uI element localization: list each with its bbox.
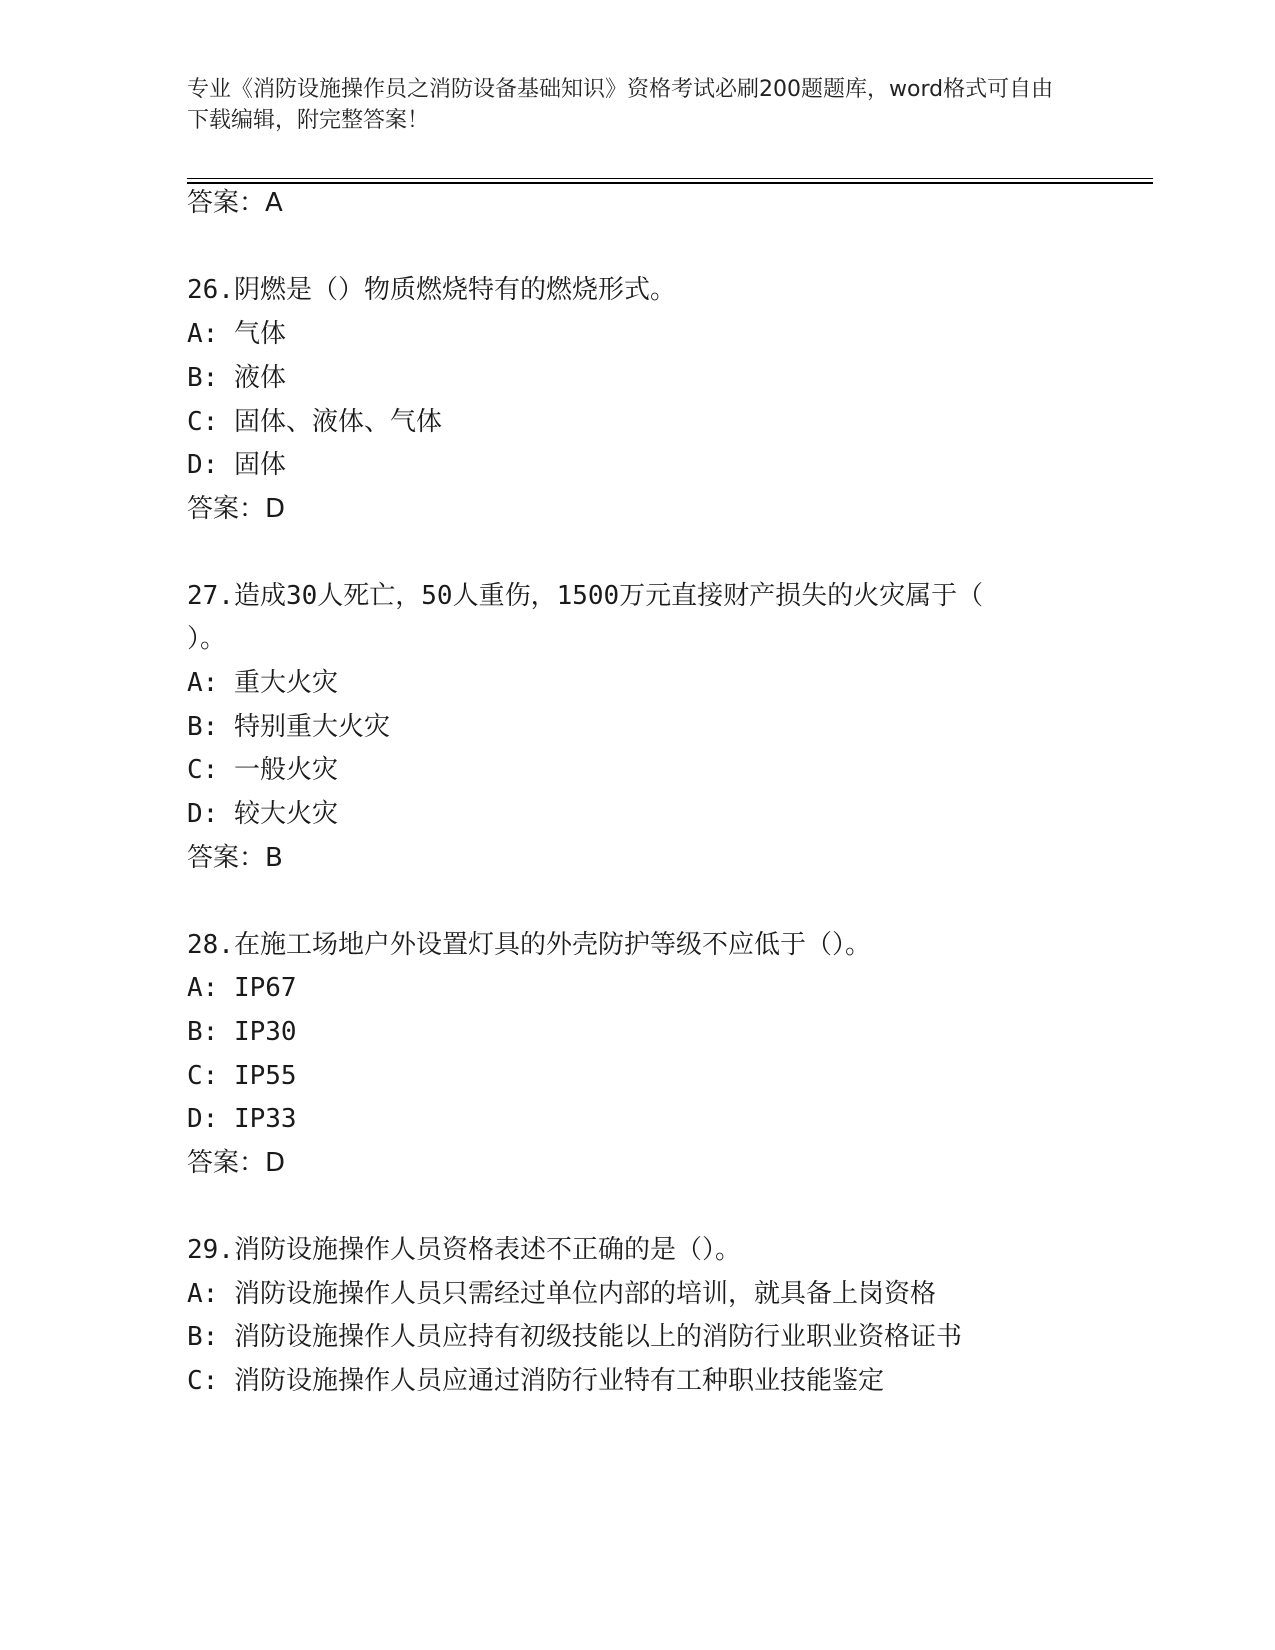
question-29-option-a: A: 消防设施操作人员只需经过单位内部的培训，就具备上岗资格 xyxy=(187,1279,936,1309)
question-28-option-a: A: IP67 xyxy=(187,973,297,1003)
answer-27: 答案：B xyxy=(187,843,283,873)
answer-25: 答案：A xyxy=(187,188,283,218)
question-28-option-d: D: IP33 xyxy=(187,1104,297,1134)
question-26-option-d: D: 固体 xyxy=(187,450,286,480)
question-28-option-b: B: IP30 xyxy=(187,1017,297,1047)
question-27-option-d: D: 较大火灾 xyxy=(187,799,338,829)
answer-26: 答案：D xyxy=(187,494,286,524)
question-27-stem-continued: ）。 xyxy=(187,624,227,654)
question-29-option-c: C: 消防设施操作人员应通过消防行业特有工种职业技能鉴定 xyxy=(187,1366,884,1396)
header-divider-thin xyxy=(187,178,1153,179)
question-26-stem: 26.阴燃是（）物质燃烧特有的燃烧形式。 xyxy=(187,275,676,305)
document-header: 专业《消防设施操作员之消防设备基础知识》资格考试必刷200题题库，word格式可自由下载编辑，附完整答案！ xyxy=(187,77,1054,133)
question-28-stem: 28.在施工场地户外设置灯具的外壳防护等级不应低于（）。 xyxy=(187,930,871,960)
question-28-option-c: C: IP55 xyxy=(187,1061,297,1091)
question-26-option-c: C: 固体、液体、气体 xyxy=(187,407,442,437)
answer-28: 答案：D xyxy=(187,1148,286,1178)
question-27-option-b: B: 特别重大火灾 xyxy=(187,712,390,742)
question-27-stem: 27.造成30人死亡，50人重伤，1500万元直接财产损失的火灾属于（ xyxy=(187,581,984,611)
header-divider-thick xyxy=(187,182,1153,184)
question-26-option-b: B: 液体 xyxy=(187,363,286,393)
question-27-option-c: C: 一般火灾 xyxy=(187,755,338,785)
question-26-option-a: A: 气体 xyxy=(187,319,286,349)
question-27-option-a: A: 重大火灾 xyxy=(187,668,338,698)
question-29-stem: 29.消防设施操作人员资格表述不正确的是（）。 xyxy=(187,1235,741,1265)
question-29-option-b: B: 消防设施操作人员应持有初级技能以上的消防行业职业资格证书 xyxy=(187,1322,962,1352)
